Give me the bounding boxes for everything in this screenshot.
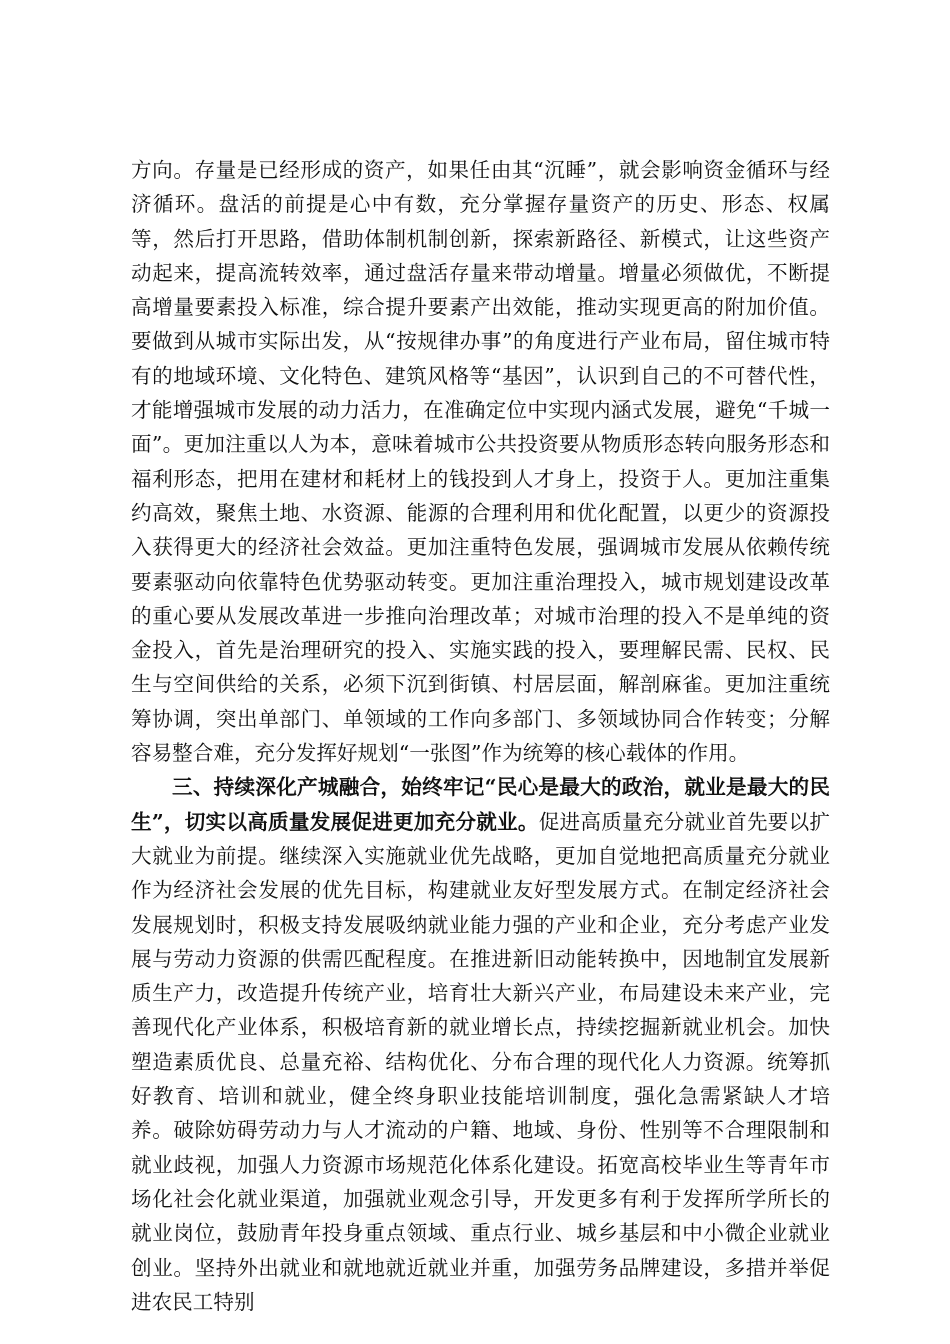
- paragraph-body: 促进高质量充分就业首先要以扩大就业为前提。继续深入实施就业优先战略，更加自觉地把高质量充分就业作为经济社会发展的优先目标，构建就业友好型发展方式。在制定经济社会发展规划时，积极支持发展吸纳就业能力强的产业和企业，充分考虑产业发展与劳动力资源的供需匹配程度。在推进新旧动能转换中，因地制宜发展新质生产力，改造提升传统产业，培育壮大新兴产业，布局建设未来产业，完善现代化产业体系，积极培育新的就业增长点，持续挖掘新就业机会。加快塑造素质优良、总量充裕、结构优化、分布合理的现代化人力资源。统筹抓好教育、培训和就业，健全终身职业技能培训制度，强化急需紧缺人才培养。破除妨碍劳动力与人才流动的户籍、地域、身份、性别等不合理限制和就业歧视，加强人力资源市场规范化体系化建设。拓宽高校毕业生等青年市场化社会化就业渠道，加强就业观念引导，开发更多有利于发挥所学所长的就业岗位，鼓励青年投身重点领域、重点行业、城乡基层和中小微企业就业创业。坚持外出就业和就地就近就业并重，加强劳务品牌建设，多措并举促进农民工特别: [131, 809, 831, 1314]
- paragraph-continuation: [131, 153, 830, 770]
- paragraph-section-three: [131, 770, 830, 1319]
- paragraph-body: 方向。存量是已经形成的资产，如果任由其“沉睡”，就会影响资金循环与经济循环。盘活的前提是心中有数，充分掌握存量资产的历史、形态、权属等，然后打开思路，借助体制机制创新，探索新路径、新模式，让这些资产动起来，提高流转效率，通过盘活存量来带动增量。增量必须做优，不断提高增量要素投入标准，综合提升要素产出效能，推动实现更高的附加价值。要做到从城市实际出发，从“按规律办事”的角度进行产业布局，留住城市特有的地域环境、文化特色、建筑风格等“基因”，认识到自己的不可替代性，才能增强城市发展的动力活力，在准确定位中实现内涵式发展，避免“千城一面”。更加注重以人为本，意味着城市公共投资要从物质形态转向服务形态和福利形态，把用在建材和耗材上的钱投到人才身上，投资于人。更加注重集约高效，聚焦土地、水资源、能源的合理利用和优化配置，以更少的资源投入获得更大的经济社会效益。更加注重特色发展，强调城市发展从依赖传统要素驱动向依靠特色优势驱动转变。更加注重治理投入，城市规划建设改革的重心要从发展改革进一步推向治理改革；对城市治理的投入不是单纯的资金投入，首先是治理研究的投入、实施实践的投入，要理解民需、民权、民生与空间供给的关系，必须下沉到街镇、村居层面，解剖麻雀。更加注重统筹协调，突出单部门、单领域的工作向多部门、多领域协同合作转变；分解容易整合难，充分发挥好规划“一张图”作为统筹的核心载体的作用。: [131, 158, 830, 766]
- section-heading-three: 三、持续深化产城融合，始终牢记“民心是最大的政治，就业是最大的民生”，切实以高质量发展促进更加充分就业。: [131, 775, 830, 834]
- document-page: [131, 153, 830, 1319]
